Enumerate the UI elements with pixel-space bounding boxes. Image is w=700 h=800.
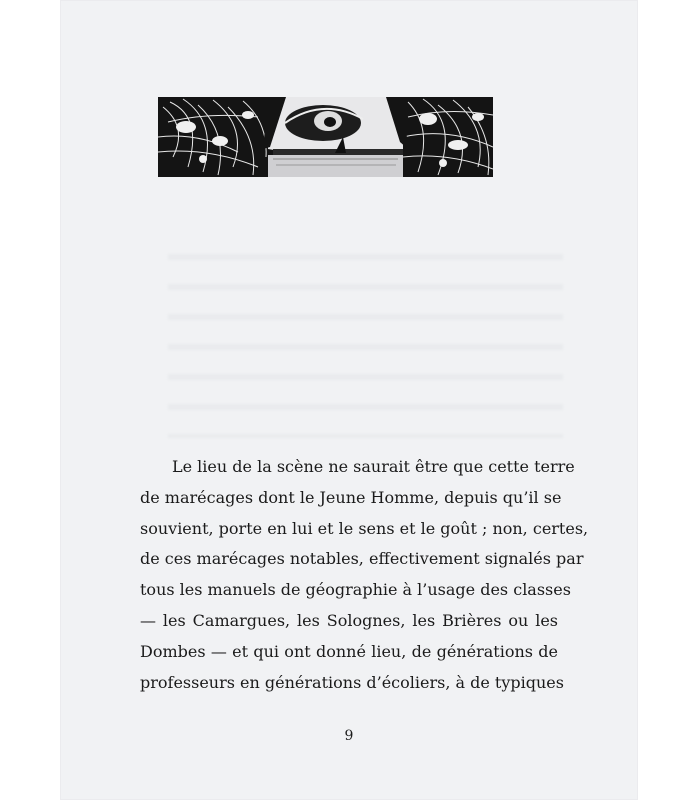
paragraph-line: Dombes — et qui ont donné lieu, de générations de [140, 641, 558, 661]
paragraph-line: tous les manuels de géographie à l’usage des classes [140, 580, 571, 600]
book-page [60, 0, 638, 800]
paragraph-line: de marécages dont le Jeune Homme, depuis qu’il se [140, 487, 562, 507]
engraved-vignette [158, 97, 493, 177]
paragraph-line: Le lieu de la scène ne saurait être que cette terre [172, 457, 575, 476]
show-through-text [168, 238, 563, 438]
body-paragraph [140, 452, 589, 698]
vignette-art [158, 97, 493, 177]
paragraph-line: professeurs en générations d’écoliers, à de typiques [140, 672, 564, 692]
paragraph-line: souvient, porte en lui et le sens et le goût ; non, certes, [140, 518, 589, 538]
paragraph-line: de ces marécages notables, effectivement signalés par [140, 549, 584, 569]
page-number: 9 [344, 728, 354, 744]
paragraph-line: — les Camargues, les Solognes, les Brières ou les [140, 610, 558, 630]
